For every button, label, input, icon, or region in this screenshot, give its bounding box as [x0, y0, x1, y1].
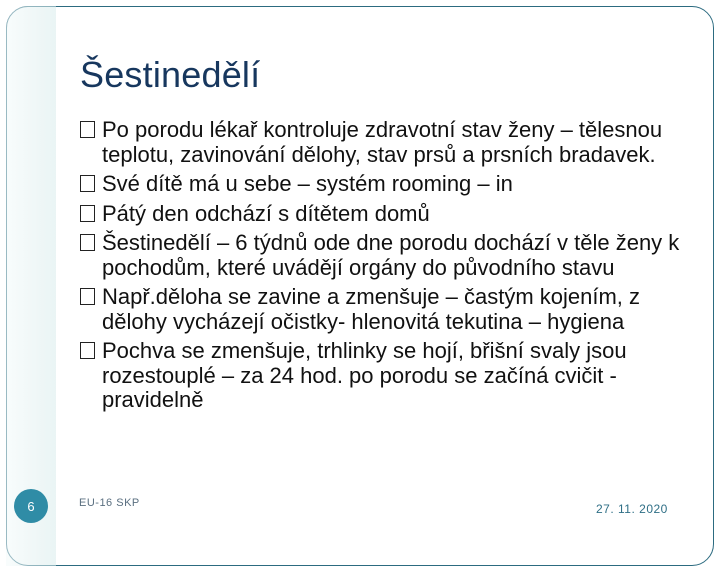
bullet-item [80, 118, 700, 167]
bullet-text: Např.děloha se zavine a zmenšuje – častým kojením, z dělohy vycházejí očistky- hlenovitá tekutina – hygiena [102, 284, 641, 334]
checkbox-square-icon [80, 175, 95, 192]
bullet-text: Pátý den odchází s dítětem domů [102, 200, 430, 226]
checkbox-square-icon [80, 205, 95, 222]
bullet-text: Šestinedělí – 6 týdnů ode dne porodu dochází v těle ženy k pochodům, které uvádějí orgány do původního stavu [102, 230, 680, 280]
bullet-item [80, 285, 700, 334]
bullet-list [80, 118, 700, 418]
checkbox-square-icon [80, 288, 95, 305]
checkbox-square-icon [80, 342, 95, 359]
left-decorative-band [6, 6, 56, 566]
footer-text: EU-16 SKP [79, 497, 140, 509]
footer-date: 27. 11. 2020 [596, 502, 668, 516]
checkbox-square-icon [80, 234, 95, 251]
bullet-item [80, 202, 700, 227]
slide-title: Šestinedělí [80, 54, 261, 95]
bullet-item [80, 339, 700, 413]
slide-number-badge: 6 [14, 489, 48, 523]
bullet-text: Své dítě má u sebe – systém rooming – in [102, 171, 513, 196]
bullet-text: Po porodu lékař kontroluje zdravotní stav ženy – tělesnou teplotu, zavinování dělohy, stav prsů a prsních bradavek. [102, 117, 663, 167]
bullet-text: Pochva se zmenšuje, trhlinky se hojí, břišní svaly jsou rozestouplé – za 24 hod. po porodu se začíná cvičit - pravidelně [102, 338, 627, 412]
checkbox-square-icon [80, 121, 95, 138]
bullet-item [80, 172, 700, 197]
bullet-item [80, 231, 700, 280]
